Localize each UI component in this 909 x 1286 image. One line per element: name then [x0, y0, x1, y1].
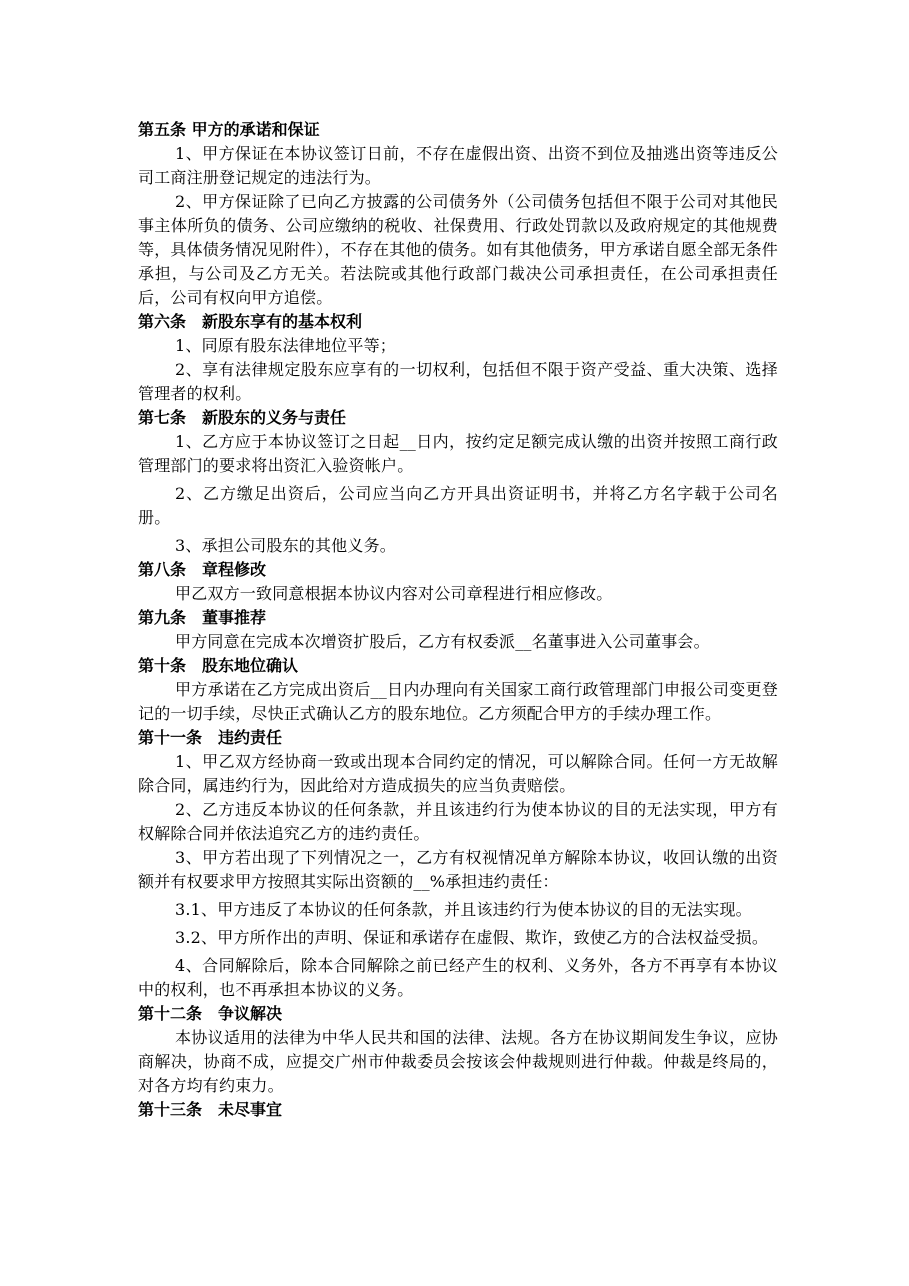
- paragraph: 3、承担公司股东的其他义务。: [175, 536, 396, 555]
- section-heading: 第八条 章程修改: [138, 560, 267, 579]
- section-article-10: [138, 654, 778, 726]
- section-heading: 第六条 新股东享有的基本权利: [138, 312, 363, 331]
- paragraph: 甲方同意在完成本次增资扩股后，乙方有权委派__名董事进入公司董事会。: [175, 632, 710, 651]
- paragraph: 3.1、甲方违反了本协议的任何条款，并且该违约行为使本协议的目的无法实现。: [175, 900, 752, 919]
- document-body: [138, 118, 778, 1122]
- section-heading: 第十二条 争议解决: [138, 1004, 283, 1023]
- section-heading: 第十条 股东地位确认: [138, 656, 299, 675]
- paragraph: 2、乙方违反本协议的任何条款，并且该违约行为使本协议的目的无法实现，甲方有权解除合同并依法追究乙方的违约责任。: [138, 800, 778, 843]
- paragraph: 3.2、甲方所作出的声明、保证和承诺存在虚假、欺诈，致使乙方的合法权益受损。: [175, 928, 769, 947]
- section-article-9: [138, 606, 778, 654]
- section-article-13: [138, 1098, 778, 1122]
- paragraph: 本协议适用的法律为中华人民共和国的法律、法规。各方在协议期间发生争议，应协商解决，协商不成，应提交广州市仲裁委员会按该会仲裁规则进行仲裁。仲裁是终局的，对各方均有约束力。: [138, 1028, 778, 1095]
- section-heading: 第七条 新股东的义务与责任: [138, 408, 347, 427]
- paragraph: 1、甲方保证在本协议签订日前，不存在虚假出资、出资不到位及抽逃出资等违反公司工商注册登记规定的违法行为。: [138, 144, 778, 187]
- paragraph: 4、合同解除后，除本合同解除之前已经产生的权利、义务外，各方不再享有本协议中的权利，也不再承担本协议的义务。: [138, 956, 778, 999]
- paragraph: 3、甲方若出现了下列情况之一，乙方有权视情况单方解除本协议，收回认缴的出资额并有权要求甲方按照其实际出资额的__%承担违约责任：: [138, 848, 778, 891]
- paragraph: 甲乙双方一致同意根据本协议内容对公司章程进行相应修改。: [175, 584, 613, 603]
- section-article-12: [138, 1002, 778, 1098]
- paragraph: 1、同原有股东法律地位平等；: [175, 336, 396, 355]
- section-article-7: [138, 406, 778, 558]
- section-article-5: [138, 118, 778, 310]
- paragraph: 1、乙方应于本协议签订之日起__日内，按约定足额完成认缴的出资并按照工商行政管理部门的要求将出资汇入验资帐户。: [138, 432, 778, 475]
- paragraph: 1、甲乙双方经协商一致或出现本合同约定的情况，可以解除合同。任何一方无故解除合同，属违约行为，因此给对方造成损失的应当负责赔偿。: [138, 752, 778, 795]
- paragraph: 甲方承诺在乙方完成出资后__日内办理向有关国家工商行政管理部门申报公司变更登记的一切手续，尽快正式确认乙方的股东地位。乙方须配合甲方的手续办理工作。: [138, 680, 778, 723]
- section-article-11: [138, 726, 778, 1002]
- section-heading: 第五条 甲方的承诺和保证: [138, 120, 320, 139]
- paragraph: 2、乙方缴足出资后，公司应当向乙方开具出资证明书，并将乙方名字载于公司名册。: [138, 484, 778, 527]
- section-heading: 第九条 董事推荐: [138, 608, 267, 627]
- paragraph: 2、甲方保证除了已向乙方披露的公司债务外（公司债务包括但不限于公司对其他民事主体所负的债务、公司应缴纳的税收、社保费用、行政处罚款以及政府规定的其他规费等，具体债务情况见附件），不存在其他的债务。如有其他债务，甲方承诺自愿全部无条件承担，与公司及乙方无关。若法院或其他行政部门裁决公司承担责任，在公司承担责任后，公司有权向甲方追偿。: [138, 192, 779, 307]
- paragraph: 2、享有法律规定股东应享有的一切权利，包括但不限于资产受益、重大决策、选择管理者的权利。: [138, 360, 778, 403]
- section-article-6: [138, 310, 778, 406]
- section-heading: 第十一条 违约责任: [138, 728, 283, 747]
- section-article-8: [138, 558, 778, 606]
- section-heading: 第十三条 未尽事宜: [138, 1100, 283, 1119]
